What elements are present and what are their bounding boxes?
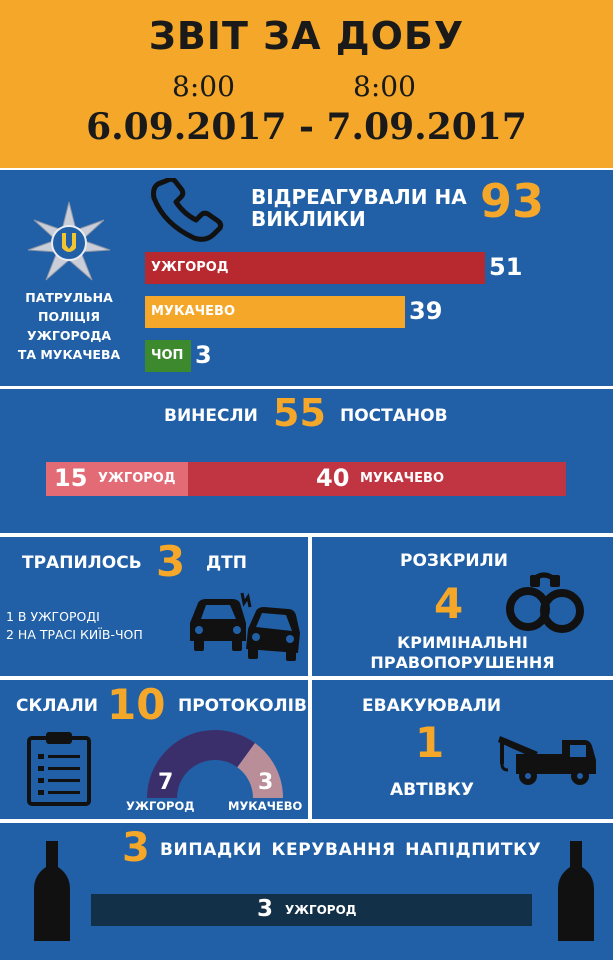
logo-caption <box>12 288 126 364</box>
rulings-right-value: 40 <box>316 464 350 492</box>
calls-bar-label: ЧОП <box>151 348 184 363</box>
calls-panel <box>0 170 613 386</box>
accidents-details <box>6 608 143 644</box>
accidents-line2: 2 НА ТРАСІ КИЇВ-ЧОП <box>6 627 143 642</box>
rulings-total: 55 <box>273 391 326 435</box>
handcuffs-icon <box>504 569 590 639</box>
towing-panel <box>312 680 613 819</box>
rulings-prefix: ВИНЕСЛИ <box>164 406 258 426</box>
calls-bar-value: 3 <box>195 341 212 369</box>
drunk-bar-value: 3 <box>257 896 274 922</box>
tow-truck-icon <box>498 730 598 788</box>
drunk-text: ВИПАДКИ КЕРУВАННЯ НАПІДПИТКУ <box>160 840 542 860</box>
bottle-icon <box>556 841 596 943</box>
drunk-bar-uzhhorod <box>91 894 532 926</box>
calls-total: 93 <box>480 174 545 228</box>
towing-title: ЕВАКУЮВАЛИ <box>362 696 502 716</box>
time-start: 8:00 <box>172 70 235 103</box>
protocols-total: 10 <box>107 680 166 729</box>
accidents-prefix: ТРАПИЛОСЬ <box>22 553 142 573</box>
drunk-total: 3 <box>122 825 150 871</box>
car-crash-icon <box>186 589 302 663</box>
crimes-line2: ПРАВОПОРУШЕННЯ <box>370 653 555 672</box>
crimes-line1: КРИМІНАЛЬНІ <box>397 633 528 652</box>
logo-caption-line: ПОЛІЦІЯ <box>38 309 100 324</box>
calls-bar-1 <box>145 296 405 328</box>
crimes-caption <box>312 633 613 673</box>
phone-icon <box>150 178 226 244</box>
accidents-panel <box>0 537 308 676</box>
rulings-bar-uzhhorod <box>46 462 188 496</box>
calls-bar-value: 39 <box>409 297 443 325</box>
crimes-total: 4 <box>434 579 464 628</box>
police-star-icon <box>26 200 112 286</box>
crimes-panel <box>312 537 613 676</box>
protocols-right-value: 3 <box>258 770 274 795</box>
calls-bar-label: УЖГОРОД <box>151 260 229 275</box>
time-end: 8:00 <box>353 70 416 103</box>
protocols-left-value: 7 <box>158 770 174 795</box>
drunk-bar-label: УЖГОРОД <box>285 903 357 917</box>
logo-caption-line: ТА МУКАЧЕВА <box>17 347 121 362</box>
logo-caption-line: ПАТРУЛЬНА <box>25 290 113 305</box>
accidents-suffix: ДТП <box>206 553 247 573</box>
protocols-suffix: ПРОТОКОЛІВ <box>178 696 307 716</box>
rulings-left-value: 15 <box>54 464 88 492</box>
header <box>0 0 613 168</box>
rulings-suffix: ПОСТАНОВ <box>340 406 448 426</box>
accidents-line1: 1 В УЖГОРОДІ <box>6 609 100 624</box>
protocols-left-label: УЖГОРОД <box>126 799 195 813</box>
calls-bar-2 <box>145 340 191 372</box>
protocols-right-label: МУКАЧЕВО <box>228 799 303 813</box>
calls-bar-0 <box>145 252 485 284</box>
clipboard-icon <box>26 730 92 806</box>
protocols-prefix: СКЛАЛИ <box>16 696 98 716</box>
date-range: 6.09.2017 - 7.09.2017 <box>86 106 527 148</box>
accidents-total: 3 <box>156 537 186 586</box>
rulings-bar-mukachevo <box>188 462 566 496</box>
page-title: ЗВІТ ЗА ДОБУ <box>148 14 465 58</box>
rulings-left-label: УЖГОРОД <box>98 471 176 486</box>
towing-total: 1 <box>415 718 445 767</box>
calls-title <box>251 186 467 230</box>
protocols-panel <box>0 680 308 819</box>
calls-title-line2: ВИКЛИКИ <box>251 207 366 231</box>
calls-title-line1: ВІДРЕАГУВАЛИ НА <box>251 185 467 209</box>
calls-bar-label: МУКАЧЕВО <box>151 304 235 319</box>
bottle-icon <box>32 841 72 943</box>
crimes-title: РОЗКРИЛИ <box>400 551 508 571</box>
drunk-driving-panel <box>0 823 613 960</box>
rulings-right-label: МУКАЧЕВО <box>360 471 444 486</box>
rulings-split-bar <box>46 462 566 496</box>
towing-subtitle: АВТІВКУ <box>390 780 474 800</box>
rulings-panel <box>0 389 613 533</box>
logo-caption-line: УЖГОРОДА <box>26 328 112 343</box>
calls-bar-value: 51 <box>489 253 523 281</box>
